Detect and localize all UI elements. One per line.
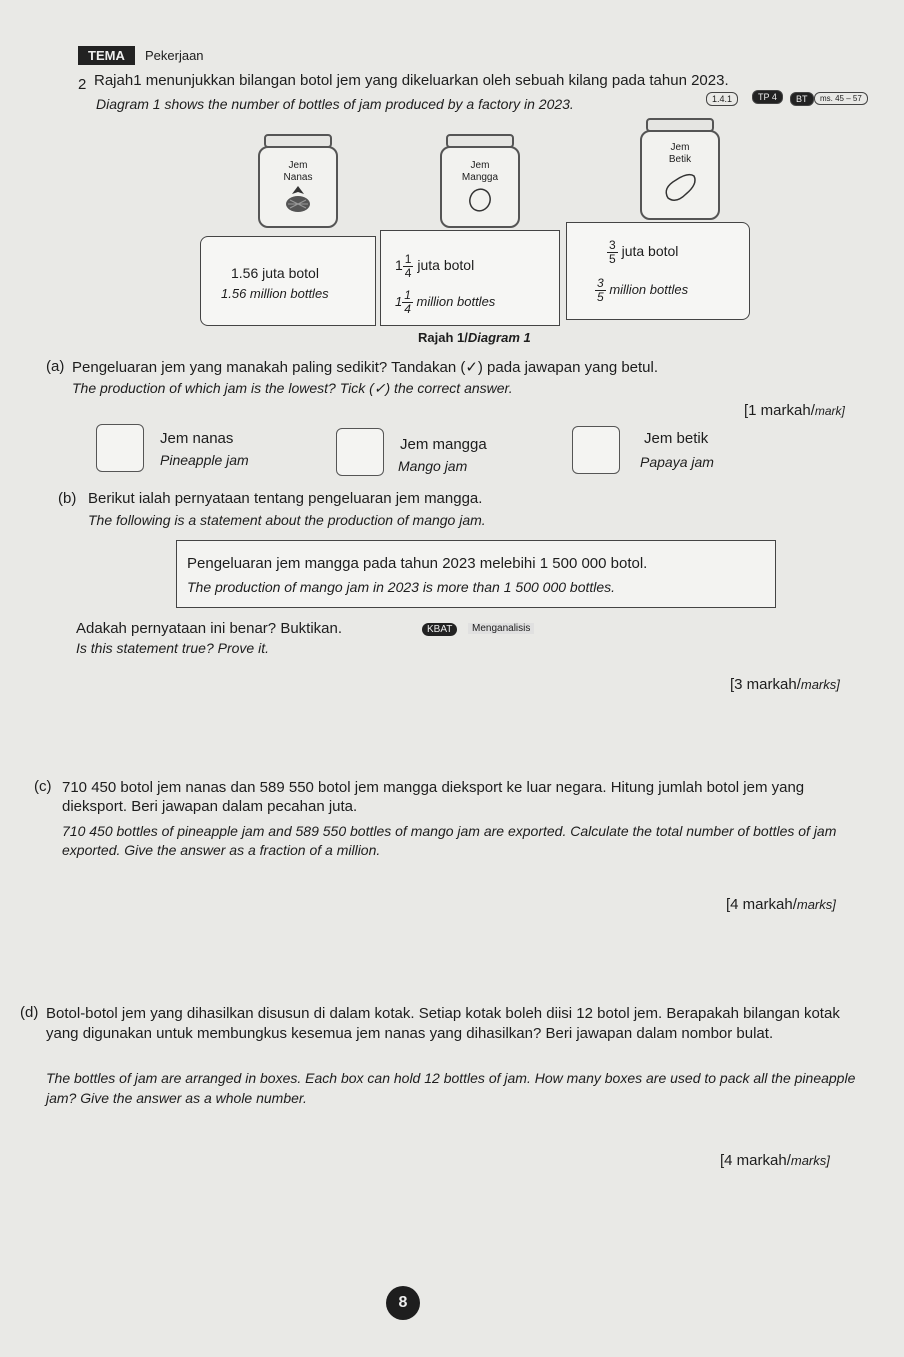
mango-production-en	[395, 289, 495, 316]
mango-whole: 1	[395, 293, 403, 309]
part-c-marks	[726, 896, 836, 913]
mango-icon	[442, 184, 518, 214]
jar-label-line2: Nanas	[283, 172, 313, 183]
tick-box-mango[interactable]	[336, 428, 384, 476]
learning-standard-badge: 1.4.1	[706, 92, 738, 106]
papaya-production-my	[607, 239, 678, 266]
page-ref-badge: ms. 45 – 57	[814, 92, 868, 105]
jar-body	[258, 146, 338, 228]
part-b-label: (b)	[58, 490, 77, 507]
option-papaya-my: Jem betik	[644, 430, 709, 447]
part-d-question-my: Botol-botol jem yang dihasilkan disusun di dalam kotak. Setiap kotak boleh diisi 12 botol jem. Berapakah bilangan kotak yang digunakan untuk membungkus kesemua jem nanas yang dihasilkan? Beri jawapan dalam nombor bulat.	[46, 1005, 840, 1042]
marks-en: marks]	[796, 897, 836, 912]
fraction-numerator: 3	[609, 238, 616, 252]
question-number: 2	[78, 76, 87, 93]
fraction-denominator: 4	[404, 302, 411, 316]
option-mango-en: Mango jam	[398, 458, 468, 474]
jar-label-line1: Jem	[470, 160, 490, 171]
part-a-label: (a)	[46, 358, 65, 375]
marks-my: [4 markah/	[726, 896, 797, 913]
mango-fraction	[403, 253, 414, 280]
mango-unit-my: juta botol	[417, 257, 475, 274]
papaya-icon	[642, 166, 718, 206]
marks-my: [4 markah/	[720, 1152, 791, 1169]
diagram-caption	[418, 330, 531, 345]
pineapple-production-my: 1.56 juta botol	[231, 265, 319, 281]
pineapple-production-en: 1.56 million bottles	[221, 286, 329, 301]
mango-fraction	[402, 289, 413, 316]
caption-my: Rajah 1	[418, 330, 465, 345]
jar-body	[640, 130, 720, 220]
jar-label-line2: Mangga	[461, 172, 499, 183]
marks-en: marks]	[790, 1153, 830, 1168]
fraction-numerator: 1	[404, 288, 411, 302]
fraction-numerator: 3	[597, 276, 604, 290]
kbat-skill-badge: Menganalisis	[468, 623, 534, 634]
statement-my: Pengeluaran jem mangga pada tahun 2023 melebihi 1 500 000 botol.	[187, 555, 648, 572]
pineapple-icon	[260, 184, 336, 214]
question-intro-en: Diagram 1 shows the number of bottles of jam produced by a factory in 2023.	[96, 96, 574, 112]
part-b-marks	[730, 676, 840, 693]
part-d-marks	[720, 1152, 830, 1169]
kbat-badge: KBAT	[422, 623, 457, 636]
statement-box	[176, 540, 776, 608]
jar-label-line1: Jem	[670, 142, 690, 153]
papaya-production-en	[595, 277, 688, 304]
tick-box-papaya[interactable]	[572, 426, 620, 474]
part-b-ask-en: Is this statement true? Prove it.	[76, 640, 269, 656]
pineapple-production-box	[200, 236, 376, 326]
jar-pineapple	[258, 134, 338, 226]
part-b-question-my: Berikut ialah pernyataan tentang pengeluaran jem mangga.	[88, 490, 483, 507]
papaya-unit-en: million bottles	[609, 281, 689, 297]
papaya-unit-my: juta botol	[621, 243, 679, 260]
part-c-label: (c)	[34, 778, 52, 795]
papaya-fraction	[607, 239, 618, 266]
option-pineapple-en: Pineapple jam	[160, 452, 249, 468]
option-mango-my: Jem mangga	[400, 436, 487, 453]
papaya-fraction	[595, 277, 606, 304]
page-number: 8	[386, 1286, 420, 1320]
caption-en: Diagram 1	[467, 330, 531, 345]
marks-en: mark]	[814, 404, 845, 418]
mango-production-my	[395, 253, 474, 280]
mango-whole: 1	[395, 257, 403, 274]
bt-badge: BT	[790, 92, 814, 106]
jar-body	[440, 146, 520, 228]
question-intro-my: Rajah1 menunjukkan bilangan botol jem yang dikeluarkan oleh sebuah kilang pada tahun 2023.	[94, 72, 729, 89]
part-d-label: (d)	[20, 1004, 39, 1021]
tp-badge: TP 4	[752, 90, 783, 104]
pekerjaan-label: Pekerjaan	[145, 48, 204, 63]
part-a-question-my: Pengeluaran jem yang manakah paling sedikit? Tandakan (✓) pada jawapan yang betul.	[72, 359, 659, 376]
fraction-denominator: 5	[597, 290, 604, 304]
caption-sep: /	[464, 330, 468, 345]
tick-box-pineapple[interactable]	[96, 424, 144, 472]
marks-en: marks]	[800, 677, 840, 692]
marks-my: [3 markah/	[730, 676, 801, 693]
part-c-question-en: 710 450 bottles of pineapple jam and 589 550 bottles of mango jam are exported. Calculate the total number of bottles of jam exported. Give the answer as a fraction of a million.	[62, 823, 837, 858]
jar-papaya	[640, 118, 720, 218]
jar-mango	[440, 134, 520, 226]
jar-label-line1: Jem	[288, 160, 308, 171]
part-b-ask-my: Adakah pernyataan ini benar? Buktikan.	[76, 620, 343, 637]
papaya-production-box	[566, 222, 750, 320]
mango-production-box	[380, 230, 560, 326]
mango-unit-en: million bottles	[416, 293, 496, 309]
fraction-numerator: 1	[404, 252, 412, 266]
option-papaya-en: Papaya jam	[640, 454, 714, 470]
part-a-marks	[744, 402, 845, 419]
statement-en: The production of mango jam in 2023 is more than 1 500 000 bottles.	[187, 579, 616, 595]
option-pineapple-my: Jem nanas	[160, 430, 234, 447]
part-d-question-en: The bottles of jam are arranged in boxes. Each box can hold 12 bottles of jam. How many boxes are used to pack all the pineapple jam? Give the answer as a whole number.	[46, 1070, 856, 1106]
tema-tag: TEMA	[78, 46, 135, 65]
marks-my: [1 markah/	[744, 402, 815, 419]
part-b-question-en: The following is a statement about the production of mango jam.	[88, 512, 486, 528]
fraction-denominator: 4	[404, 266, 412, 280]
jar-label-line2: Betik	[668, 154, 692, 165]
part-a-question-en: The production of which jam is the lowest? Tick (✓) the correct answer.	[72, 380, 513, 396]
part-c-question-my: 710 450 botol jem nanas dan 589 550 botol jem mangga dieksport ke luar negara. Hitung jumlah botol jem yang dieksport. Beri jawapan dalam pecahan juta.	[62, 779, 805, 815]
fraction-denominator: 5	[609, 252, 616, 266]
